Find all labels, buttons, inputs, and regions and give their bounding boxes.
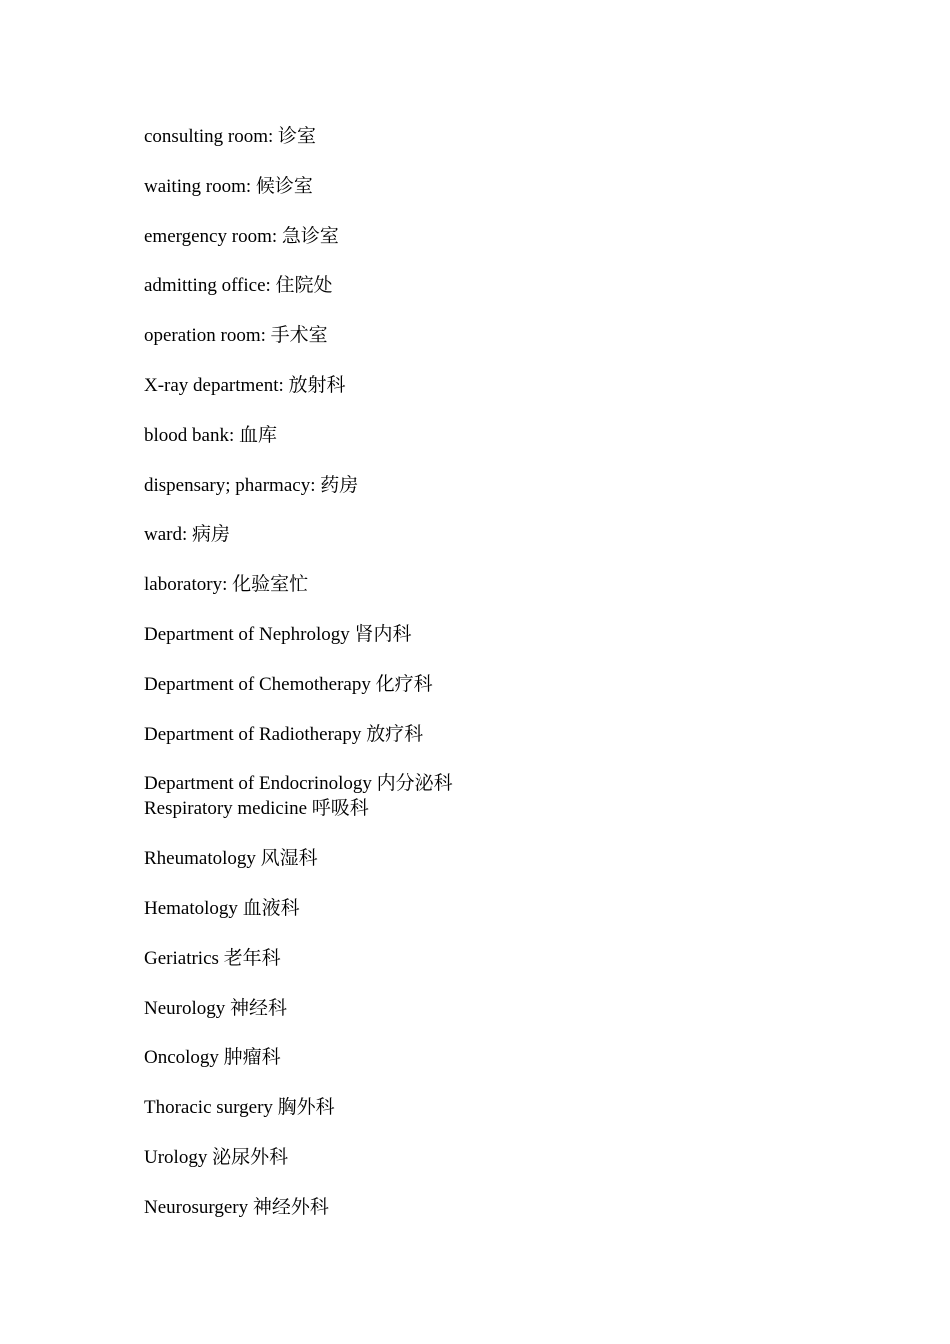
glossary-entry: blood bank: 血库 <box>144 424 277 446</box>
glossary-entry: Respiratory medicine 呼吸科 <box>144 798 369 820</box>
glossary-entry: operation room: 手术室 <box>144 325 328 347</box>
glossary-entry: Neurosurgery 神经外科 <box>144 1196 329 1218</box>
glossary-entry: Geriatrics 老年科 <box>144 947 281 969</box>
glossary-entry: admitting office: 住院处 <box>144 275 333 297</box>
glossary-entry: consulting room: 诊室 <box>144 126 317 147</box>
glossary-entry: laboratory: 化验室忙 <box>144 574 309 596</box>
glossary-list <box>144 124 824 1245</box>
glossary-entry: Oncology 肿瘤科 <box>144 1047 281 1069</box>
glossary-entry: emergency room: 急诊室 <box>144 225 339 247</box>
glossary-entry: Department of Radiotherapy 放疗科 <box>144 723 424 745</box>
glossary-entry: Department of Endocrinology 内分泌科 <box>144 773 453 795</box>
glossary-entry: Thoracic surgery 胸外科 <box>144 1097 335 1119</box>
glossary-entry: Department of Chemotherapy 化疗科 <box>144 673 433 695</box>
glossary-entry: X-ray department: 放射科 <box>144 374 346 396</box>
glossary-entry: Rheumatology 风湿科 <box>144 848 318 870</box>
glossary-entry: ward: 病房 <box>144 524 231 546</box>
glossary-entry: dispensary; pharmacy: 药房 <box>144 474 359 496</box>
glossary-entry: Neurology 神经科 <box>144 997 288 1019</box>
glossary-entry: Hematology 血液科 <box>144 897 300 919</box>
glossary-entry: Department of Nephrology 肾内科 <box>144 623 412 645</box>
glossary-entry: Urology 泌尿外科 <box>144 1146 289 1168</box>
glossary-entry: waiting room: 候诊室 <box>144 175 313 197</box>
